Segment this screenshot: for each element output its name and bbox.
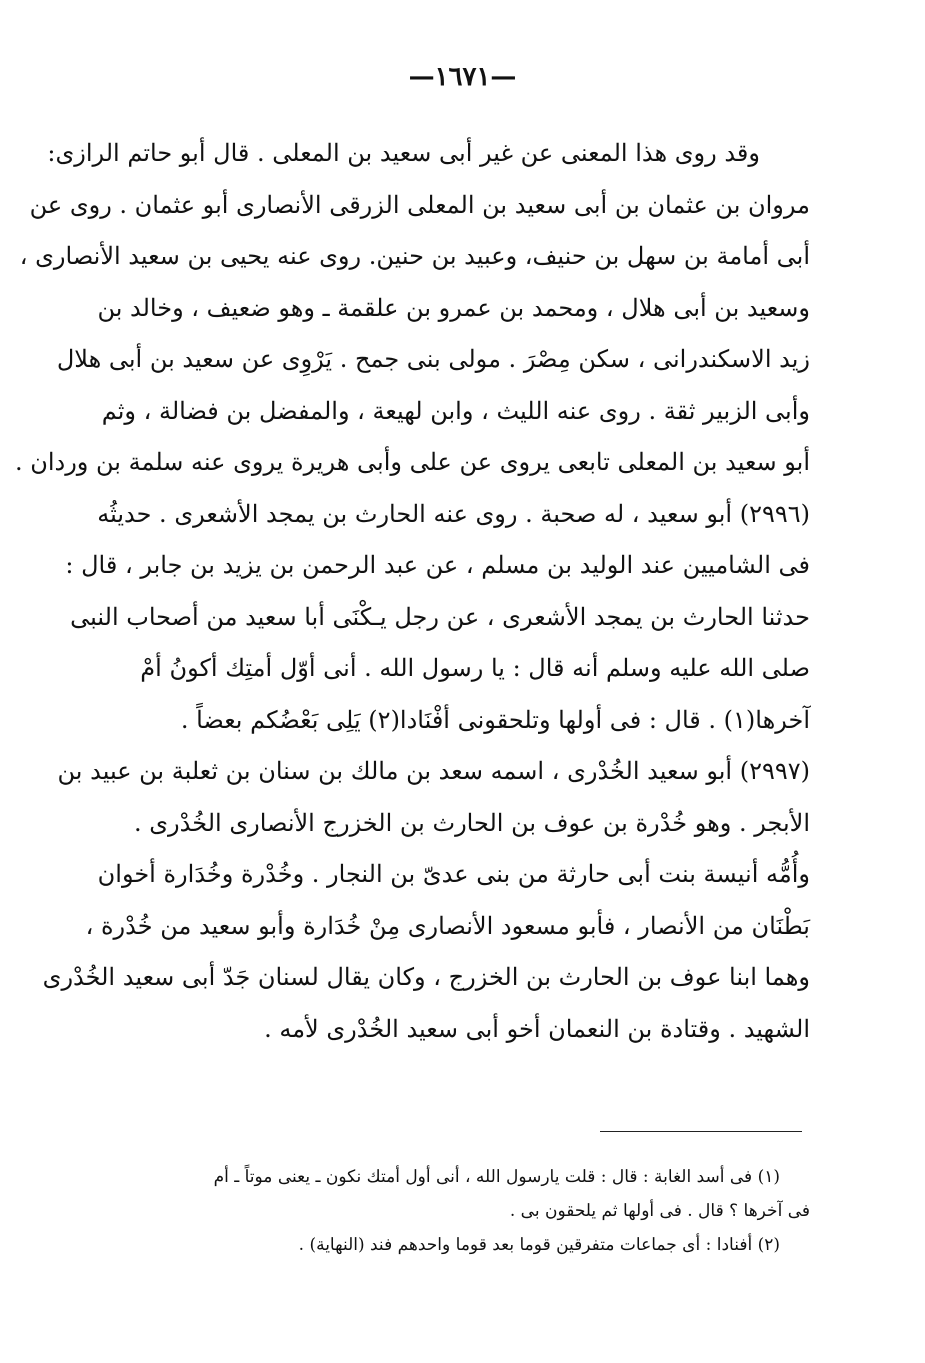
text-line: أبى أمامة بن سهل بن حنيف، وعبيد بن حنين. روى عنه يحيى بن سعيد الأنصارى ، bbox=[19, 242, 810, 270]
text-line: الأبجر . وهو خُدْرة بن عوف بن الحارث بن الخزرج الأنصارى الخُدْرى . bbox=[133, 808, 810, 837]
text-line: وهما ابنا عوف بن الحارث بن الخزرج ، وكان يقال لسنان جَدّ أبى سعيد الخُدْرى bbox=[42, 963, 810, 991]
text-line: حدثنا الحارث بن يمجد الأشعرى ، عن رجل يـكْنَى أبا سعيد من أصحاب النبى bbox=[70, 602, 810, 631]
footnote-line: فى آخرها ؟ قال . فى أولها ثم يلحقون بى . bbox=[509, 1201, 810, 1221]
text-line: مروان بن عثمان بن أبى سعيد بن المعلى الزرقى الأنصارى أبو عثمان . روى عن bbox=[29, 190, 810, 219]
text-line: أبو سعيد بن المعلى تابعى يروى عن على وأبى هريرة يروى عنه سلمة بن وردان . bbox=[14, 448, 810, 476]
footnote-divider bbox=[600, 1131, 802, 1132]
text-line: وأبى الزبير ثقة . روى عنه الليث ، وابن لهيعة ، والمفضل بن فضالة ، وثم bbox=[101, 396, 810, 425]
footnote-line: (١) فى أسد الغابة : قال : قلت يارسول الله ، أنى أول أمتك نكون ـ يعنى موتاً ـ أم bbox=[213, 1167, 780, 1187]
entry-heading-line: (٢٩٩٧) أبو سعيد الخُدْرى ، اسمه سعد بن مالك بن سنان بن ثعلبة بن عبيد بن bbox=[57, 757, 810, 785]
entry-heading-line: (٢٩٩٦) أبو سعيد ، له صحبة . روى عنه الحارث بن يمجد الأشعرى . حديثُه bbox=[97, 499, 810, 528]
footnotes-block bbox=[150, 1160, 810, 1262]
text-line: بَطْنَان من الأنصار ، فأبو مسعود الأنصارى مِنْ خُدَارة وأبو سعيد من خُدْرة ، bbox=[85, 911, 810, 940]
text-line: فى الشاميين عند الوليد بن مسلم ، عن عبد الرحمن بن يزيد بن جابر ، قال : bbox=[65, 551, 810, 579]
footnote-line: (٢) أفنادا : أى جماعات متفرقين قوما بعد قوما واحدهم فند (النهاية) . bbox=[298, 1235, 780, 1255]
text-line: وسعيد بن أبى هلال ، ومحمد بن عمرو بن علقمة ـ وهو ضعيف ، وخالد بن bbox=[97, 293, 810, 322]
text-line: زيد الاسكندرانى ، سكن مِصْرَ . مولى بنى جمح . يَرْوِى عن سعيد بن أبى هلال bbox=[56, 345, 810, 373]
text-line: صلى الله عليه وسلم أنه قال : يا رسول الله . أنى أوّل أمتِك أكونُ أمْ bbox=[140, 654, 810, 682]
text-line: آخرها(١) . قال : فى أولها وتلحقونى أفْنَادا(٢) يَلِى بَعْضُكم بعضاً . bbox=[180, 705, 810, 734]
page-number: —١٦٧١— bbox=[408, 62, 517, 92]
text-line: الشهيد . وقتادة بن النعمان أخو أبى سعيد الخُدْرى لأمه . bbox=[264, 1014, 810, 1043]
text-line: وقد روى هذا المعنى عن غير أبى سعيد بن المعلى . قال أبو حاتم الرازى: bbox=[47, 139, 760, 167]
main-text-block bbox=[14, 128, 810, 1055]
text-line: وأُمُّه أنيسة بنت أبى حارثة من بنى عدىّ بن النجار . وخُدْرة وخُدَارة أخوان bbox=[97, 860, 810, 888]
